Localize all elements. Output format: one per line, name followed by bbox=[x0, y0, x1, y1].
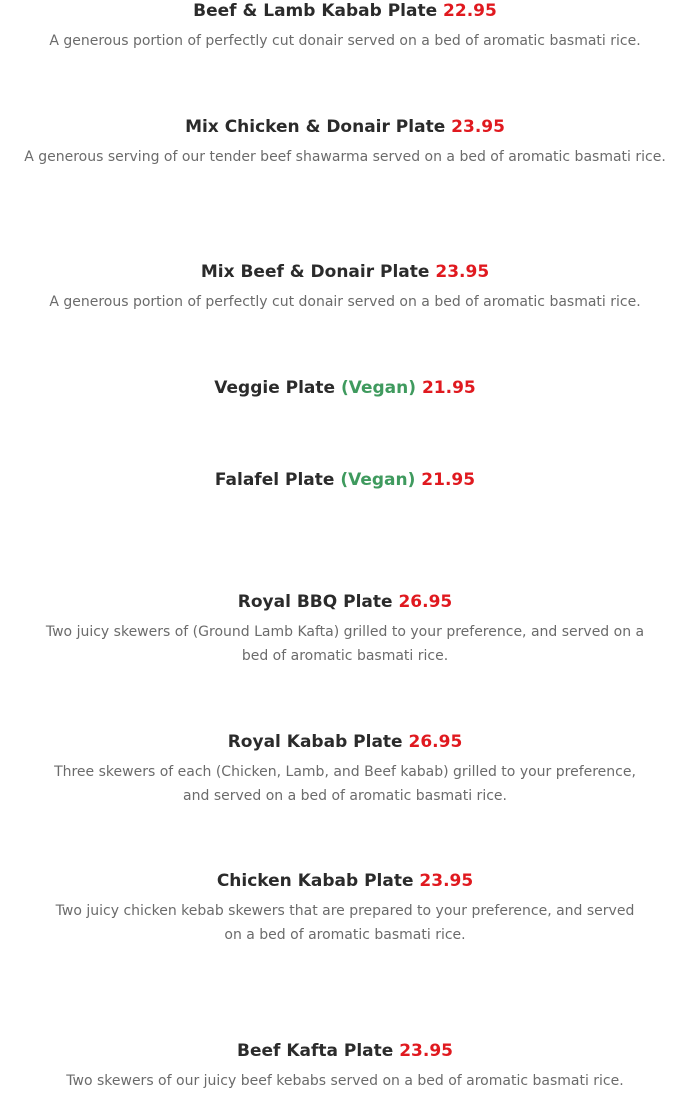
menu-item-name: Veggie Plate bbox=[214, 378, 336, 398]
menu-item-name: Falafel Plate bbox=[214, 470, 335, 490]
menu-item-price: 23.95 bbox=[419, 871, 474, 891]
menu-item-name: Royal Kabab Plate bbox=[227, 732, 403, 752]
menu-item-royal-kabab-plate bbox=[0, 730, 690, 808]
menu-item-name: Chicken Kabab Plate bbox=[216, 871, 414, 891]
menu-item-royal-bbq-plate bbox=[0, 590, 690, 668]
menu-item-description: A generous serving of our tender beef shawarma served on a bed of aromatic basmati rice. bbox=[24, 149, 666, 165]
menu-item-price: 26.95 bbox=[398, 592, 453, 612]
menu-item-falafel-plate bbox=[0, 468, 690, 492]
vegan-tag: (Vegan) bbox=[340, 378, 417, 398]
menu-item-name: Mix Chicken & Donair Plate bbox=[185, 117, 446, 137]
menu-item-title bbox=[0, 260, 690, 284]
menu-item-name: Beef Kafta Plate bbox=[236, 1041, 394, 1061]
menu-item-veggie-plate bbox=[0, 376, 690, 400]
menu-item-price: 23.95 bbox=[451, 117, 505, 137]
menu-item-beef-kafta-plate bbox=[0, 1039, 690, 1093]
menu-item-name: Mix Beef & Donair Plate bbox=[200, 262, 430, 282]
menu-item-mix-chicken-donair-plate bbox=[0, 115, 690, 169]
menu-item-title bbox=[0, 590, 690, 614]
menu-item-title bbox=[0, 376, 690, 400]
menu-item-title bbox=[0, 869, 690, 893]
menu-item-title bbox=[0, 0, 690, 23]
menu-item-name: Beef & Lamb Kabab Plate bbox=[193, 1, 438, 21]
menu-item-description: Two juicy chicken kebab skewers that are prepared to your preference, and served on a bed of aromatic basmati rice. bbox=[55, 903, 635, 943]
menu-item-title bbox=[0, 115, 690, 139]
menu-item-mix-beef-donair-plate bbox=[0, 260, 690, 314]
menu-item-description: Two juicy skewers of (Ground Lamb Kafta) grilled to your preference, and served on a bed of aromatic basmati rice. bbox=[45, 624, 645, 664]
menu-item-price: 23.95 bbox=[435, 262, 490, 282]
menu-item-description: A generous portion of perfectly cut donair served on a bed of aromatic basmati rice. bbox=[49, 33, 641, 49]
menu-item-price: 23.95 bbox=[399, 1041, 453, 1061]
menu-item-title bbox=[0, 468, 690, 492]
menu-item-description: Three skewers of each (Chicken, Lamb, and Beef kabab) grilled to your preference, and served on a bed of aromatic basmati rice. bbox=[54, 764, 636, 804]
menu-item-price: 26.95 bbox=[408, 732, 463, 752]
menu-item-title bbox=[0, 1039, 690, 1063]
vegan-tag: (Vegan) bbox=[340, 470, 416, 490]
menu-item-title bbox=[0, 730, 690, 754]
menu-item-price: 21.95 bbox=[421, 378, 476, 398]
menu-item-price: 21.95 bbox=[421, 470, 476, 490]
menu-item-description: A generous portion of perfectly cut donair served on a bed of aromatic basmati rice. bbox=[49, 294, 641, 310]
menu-item-chicken-kabab-plate bbox=[0, 869, 690, 947]
menu-item-name: Royal BBQ Plate bbox=[237, 592, 393, 612]
menu-item-description: Two skewers of our juicy beef kebabs served on a bed of aromatic basmati rice. bbox=[66, 1073, 624, 1089]
menu-item-price: 22.95 bbox=[443, 1, 497, 21]
menu-item-beef-lamb-kabab-plate bbox=[0, 0, 690, 53]
